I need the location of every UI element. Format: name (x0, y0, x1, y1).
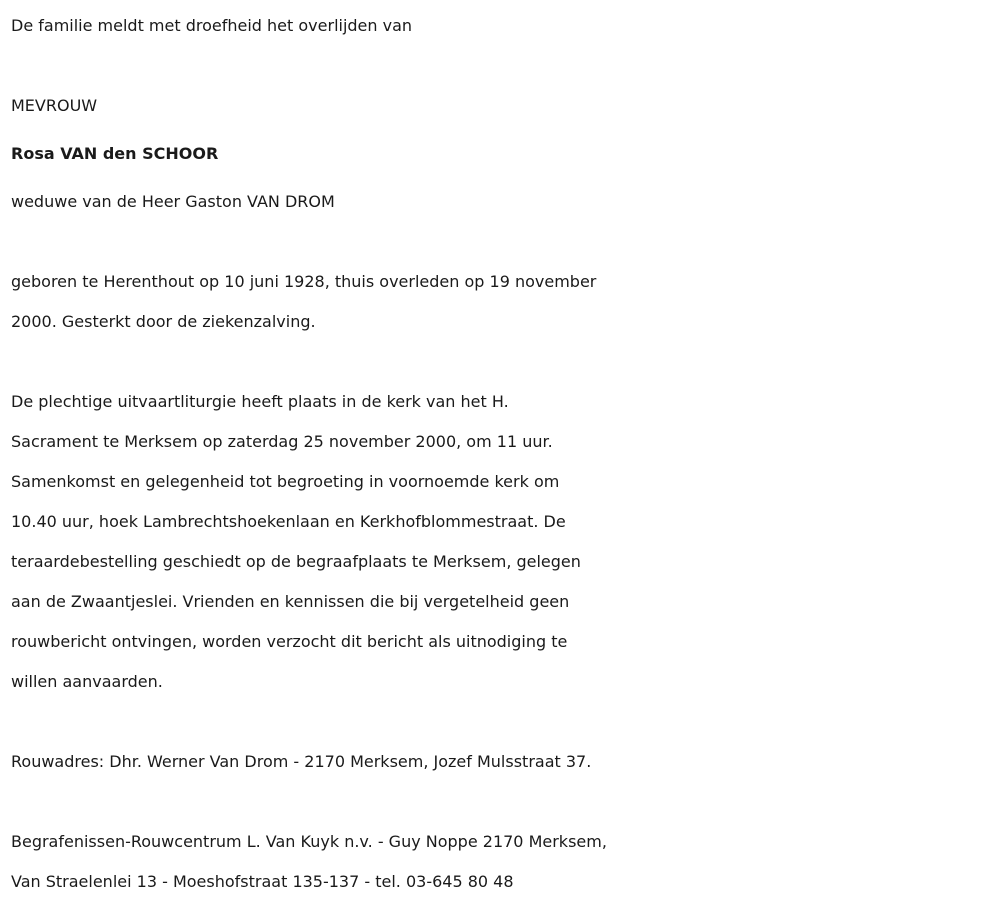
birth-paragraph (11, 262, 991, 342)
honorific-title: MEVROUW (11, 96, 98, 115)
ceremony-line: Samenkomst en gelegenheid tot begroeting in voornoemde kerk om (11, 472, 560, 491)
spouse-line: weduwe van de Heer Gaston VAN DROM (11, 192, 335, 211)
funeral-home-line: Van Straelenlei 13 - Moeshofstraat 135-137 - tel. 03-645 80 48 (11, 872, 514, 891)
spacer (11, 222, 991, 262)
ceremony-line: Sacrament te Merksem op zaterdag 25 november 2000, om 11 uur. (11, 432, 553, 451)
ceremony-line: aan de Zwaantjeslei. Vrienden en kennissen die bij vergetelheid geen (11, 592, 570, 611)
funeral-home-line: Begrafenissen-Rouwcentrum L. Van Kuyk n.v. - Guy Noppe 2170 Merksem, (11, 832, 607, 851)
birth-line: 2000. Gesterkt door de ziekenzalving. (11, 312, 316, 331)
spacer (11, 174, 991, 182)
ceremony-paragraph (11, 382, 991, 702)
spacer (11, 702, 991, 742)
ceremony-line: rouwbericht ontvingen, worden verzocht dit bericht als uitnodiging te (11, 632, 568, 651)
ceremony-line: 10.40 uur, hoek Lambrechtshoekenlaan en Kerkhofblommestraat. De (11, 512, 566, 531)
obituary-notice (11, 6, 991, 902)
ceremony-line: De plechtige uitvaartliturgie heeft plaats in de kerk van het H. (11, 392, 509, 411)
funeral-home-paragraph (11, 822, 991, 902)
spacer (11, 126, 991, 134)
deceased-name: Rosa VAN den SCHOOR (11, 144, 219, 163)
birth-line: geboren te Herenthout op 10 juni 1928, thuis overleden op 19 november (11, 272, 597, 291)
intro-text: De familie meldt met droefheid het overlijden van (11, 16, 413, 35)
ceremony-line: willen aanvaarden. (11, 672, 163, 691)
mourning-address: Rouwadres: Dhr. Werner Van Drom - 2170 Merksem, Jozef Mulsstraat 37. (11, 752, 592, 771)
spacer (11, 782, 991, 822)
spacer (11, 342, 991, 382)
ceremony-line: teraardebestelling geschiedt op de begraafplaats te Merksem, gelegen (11, 552, 581, 571)
spacer (11, 46, 991, 86)
